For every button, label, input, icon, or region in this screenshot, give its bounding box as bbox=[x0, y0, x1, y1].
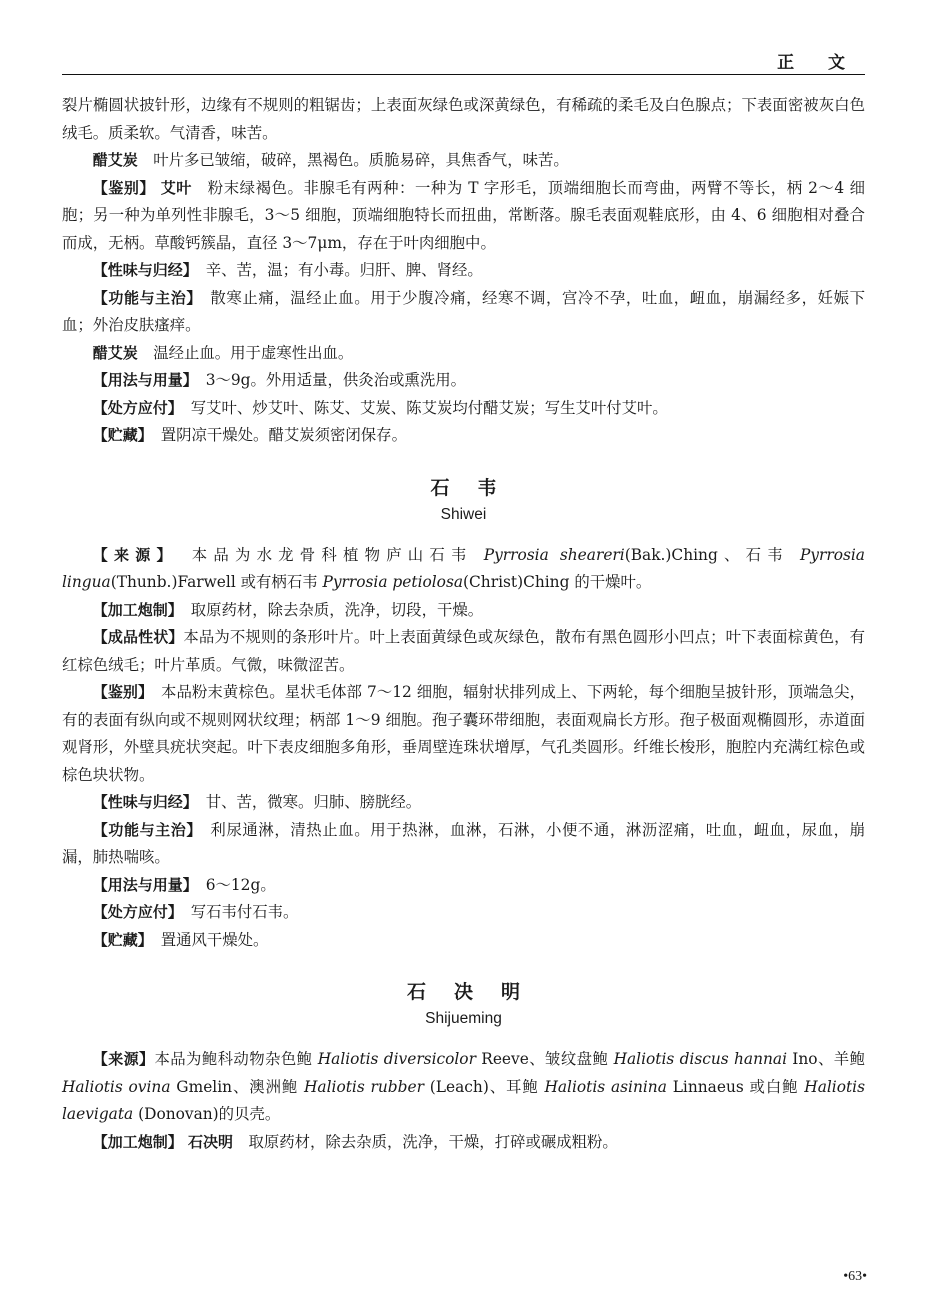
paragraph-function bbox=[62, 285, 865, 340]
text: 辛、苦，温；有小毒。归肝、脾、肾经。 bbox=[190, 261, 483, 279]
paragraph-storage bbox=[62, 927, 865, 955]
section-tag: 【加工炮制】 bbox=[92, 600, 176, 619]
term-heading: 醋艾炭 bbox=[92, 343, 138, 362]
paragraph-product-properties bbox=[62, 624, 865, 679]
species-name: Pyrrosia lingua bbox=[62, 545, 865, 591]
text: 取原药材，除去杂质，洗净，切段，干燥。 bbox=[175, 600, 484, 619]
species-name: Pyrrosia petiolosa bbox=[322, 573, 464, 591]
section-title-shijueming: 石决明 bbox=[406, 981, 548, 1003]
text: 叶片多已皱缩，破碎，黑褐色。质脆易碎，具焦香气，味苦。 bbox=[137, 151, 569, 169]
paragraph-prescription bbox=[62, 899, 865, 927]
text: 本品粉末黄棕色。星状毛体部 7～12 细胞，辐射状排列成上、下两轮，每个细胞呈披针形，顶端急尖，有的表面有纵向或不规则网状纹理；柄部 1～9 细胞。孢子囊环带细胞，表面观扁长方形。孢子极面观椭圆形，赤道面观肾形，外壁具疣状突起。叶下表皮细胞多角形，垂周壁连珠状增厚，气孔类圆形。纤维长梭形，胞腔内充满红棕色或棕色块状物。 bbox=[62, 683, 865, 784]
term-heading: 艾叶 bbox=[154, 178, 192, 197]
text: 散寒止痛，温经止血。用于少腹冷痛，经寒不调，宫冷不孕，吐血，衄血，崩漏经多，妊娠下血；外治皮肤瘙痒。 bbox=[62, 288, 865, 334]
section-tag: 【功能与主治】 bbox=[92, 288, 195, 307]
paragraph-source bbox=[62, 1046, 865, 1129]
term-heading: 石决明 bbox=[182, 1132, 234, 1151]
text: 甘、苦，微寒。归肺、膀胱经。 bbox=[190, 793, 422, 811]
section-tag: 【性味与归经】 bbox=[92, 793, 191, 811]
section-tag: 【性味与归经】 bbox=[92, 261, 191, 279]
section-pinyin-shijueming: Shijueming bbox=[425, 1010, 502, 1027]
section-pinyin-shiwei: Shiwei bbox=[440, 505, 487, 523]
paragraph-processing bbox=[62, 597, 865, 625]
text: 裂片椭圆状披针形，边缘有不规则的粗锯齿；上表面灰绿色或深黄绿色，有稀疏的柔毛及白色腺点；下表面密被灰白色绒毛。质柔软。气清香，味苦。 bbox=[62, 96, 865, 142]
text: (Bak.)Ching、石韦 bbox=[624, 545, 800, 564]
page-content bbox=[62, 92, 865, 1156]
paragraph-vinegar-charcoal bbox=[62, 147, 865, 175]
text: 本品为水龙骨科植物庐山石韦 bbox=[170, 545, 484, 564]
section-tag: 【用法与用量】 bbox=[92, 371, 191, 389]
paragraph-dosage bbox=[62, 367, 865, 395]
text: 温经止血。用于虚寒性出血。 bbox=[137, 343, 354, 362]
text: Ino、羊鲍 bbox=[787, 1050, 865, 1068]
section-tag: 【处方应付】 bbox=[92, 903, 176, 921]
species-name: Haliotis ovina bbox=[62, 1077, 171, 1096]
page-number: •63• bbox=[843, 1269, 867, 1284]
section-tag: 【处方应付】 bbox=[92, 398, 176, 417]
text: (Donovan)的贝壳。 bbox=[133, 1105, 281, 1123]
header-label: 正 文 bbox=[777, 53, 859, 73]
paragraph-leaf-description bbox=[62, 92, 865, 147]
section-title-shiwei: 石韦 bbox=[430, 476, 525, 499]
text: (Thunb.)Farwell 或有柄石韦 bbox=[110, 573, 323, 591]
species-name: Haliotis laevigata bbox=[62, 1077, 865, 1123]
paragraph-vinegar-charcoal-function bbox=[62, 340, 865, 368]
text: 本品为不规则的条形叶片。叶上表面黄绿色或灰绿色，散布有黑色圆形小凹点；叶下表面棕黄色，有红棕色绒毛；叶片革质。气微，味微涩苦。 bbox=[62, 628, 865, 674]
paragraph-nature-taste bbox=[62, 257, 865, 285]
paragraph-function bbox=[62, 817, 865, 872]
paragraph-identification bbox=[62, 679, 865, 789]
text: 置通风干燥处。 bbox=[145, 930, 269, 949]
species-name: Haliotis rubber bbox=[304, 1077, 424, 1096]
text: (Leach)、耳鲍 bbox=[423, 1077, 545, 1096]
text: Gmelin、澳洲鲍 bbox=[170, 1077, 304, 1096]
section-tag: 【加工炮制】 bbox=[92, 1132, 183, 1151]
paragraph-processing bbox=[62, 1129, 865, 1157]
species-name: Pyrrosia sheareri bbox=[483, 545, 625, 564]
section-tag: 【成品性状】 bbox=[92, 628, 184, 646]
term-heading: 醋艾炭 bbox=[92, 151, 138, 169]
text: (Christ)Ching 的干燥叶。 bbox=[463, 573, 652, 591]
section-tag: 【用法与用量】 bbox=[92, 875, 191, 894]
section-tag: 【功能与主治】 bbox=[92, 820, 195, 839]
text: 利尿通淋，清热止血。用于热淋，血淋，石淋，小便不通，淋沥涩痛，吐血，衄血，尿血，崩漏，肺热喘咳。 bbox=[62, 820, 865, 866]
species-name: Haliotis diversicolor bbox=[317, 1050, 476, 1068]
text: 写艾叶、炒艾叶、陈艾、艾炭、陈艾炭均付醋艾炭；写生艾叶付艾叶。 bbox=[175, 398, 668, 417]
paragraph-source bbox=[62, 542, 865, 597]
species-name: Haliotis asinina bbox=[544, 1077, 667, 1096]
running-header bbox=[62, 44, 865, 75]
text: 取原药材，除去杂质，洗净，干燥，打碎或碾成粗粉。 bbox=[233, 1132, 618, 1151]
section-tag: 【鉴别】 bbox=[92, 683, 146, 701]
text: Reeve、皱纹盘鲍 bbox=[475, 1050, 614, 1068]
paragraph-nature-taste bbox=[62, 789, 865, 817]
section-tag: 【贮藏】 bbox=[92, 930, 146, 949]
text: 粉末绿褐色。非腺毛有两种：一种为 T 字形毛，顶端细胞长而弯曲，两臂不等长，柄 2～4 细胞；另一种为单列性非腺毛，3～5 细胞，顶端细胞特长而扭曲，常断落。腺毛表面观鞋底形，由 4、6 细胞相对叠合而成，无柄。草酸钙簇晶，直径 3～7μm，存在于叶肉细胞中。 bbox=[62, 178, 865, 252]
species-name: Haliotis discus hannai bbox=[613, 1050, 787, 1068]
section-tag: 【来源】 bbox=[92, 1050, 155, 1068]
section-tag: 【来源】 bbox=[92, 545, 171, 564]
text: 6～12g。 bbox=[190, 875, 276, 894]
text: 3～9g。外用适量，供灸治或熏洗用。 bbox=[190, 371, 466, 389]
paragraph-identification bbox=[62, 175, 865, 258]
text: 置阴凉干燥处。醋艾炭须密闭保存。 bbox=[145, 426, 407, 444]
text: 写石韦付石韦。 bbox=[175, 903, 299, 921]
section-tag: 【贮藏】 bbox=[92, 426, 146, 444]
paragraph-storage bbox=[62, 422, 865, 450]
paragraph-dosage bbox=[62, 872, 865, 900]
text: Linnaeus 或白鲍 bbox=[666, 1077, 805, 1096]
paragraph-prescription bbox=[62, 395, 865, 423]
text: 本品为鲍科动物杂色鲍 bbox=[154, 1050, 318, 1068]
section-tag: 【鉴别】 bbox=[92, 178, 155, 197]
